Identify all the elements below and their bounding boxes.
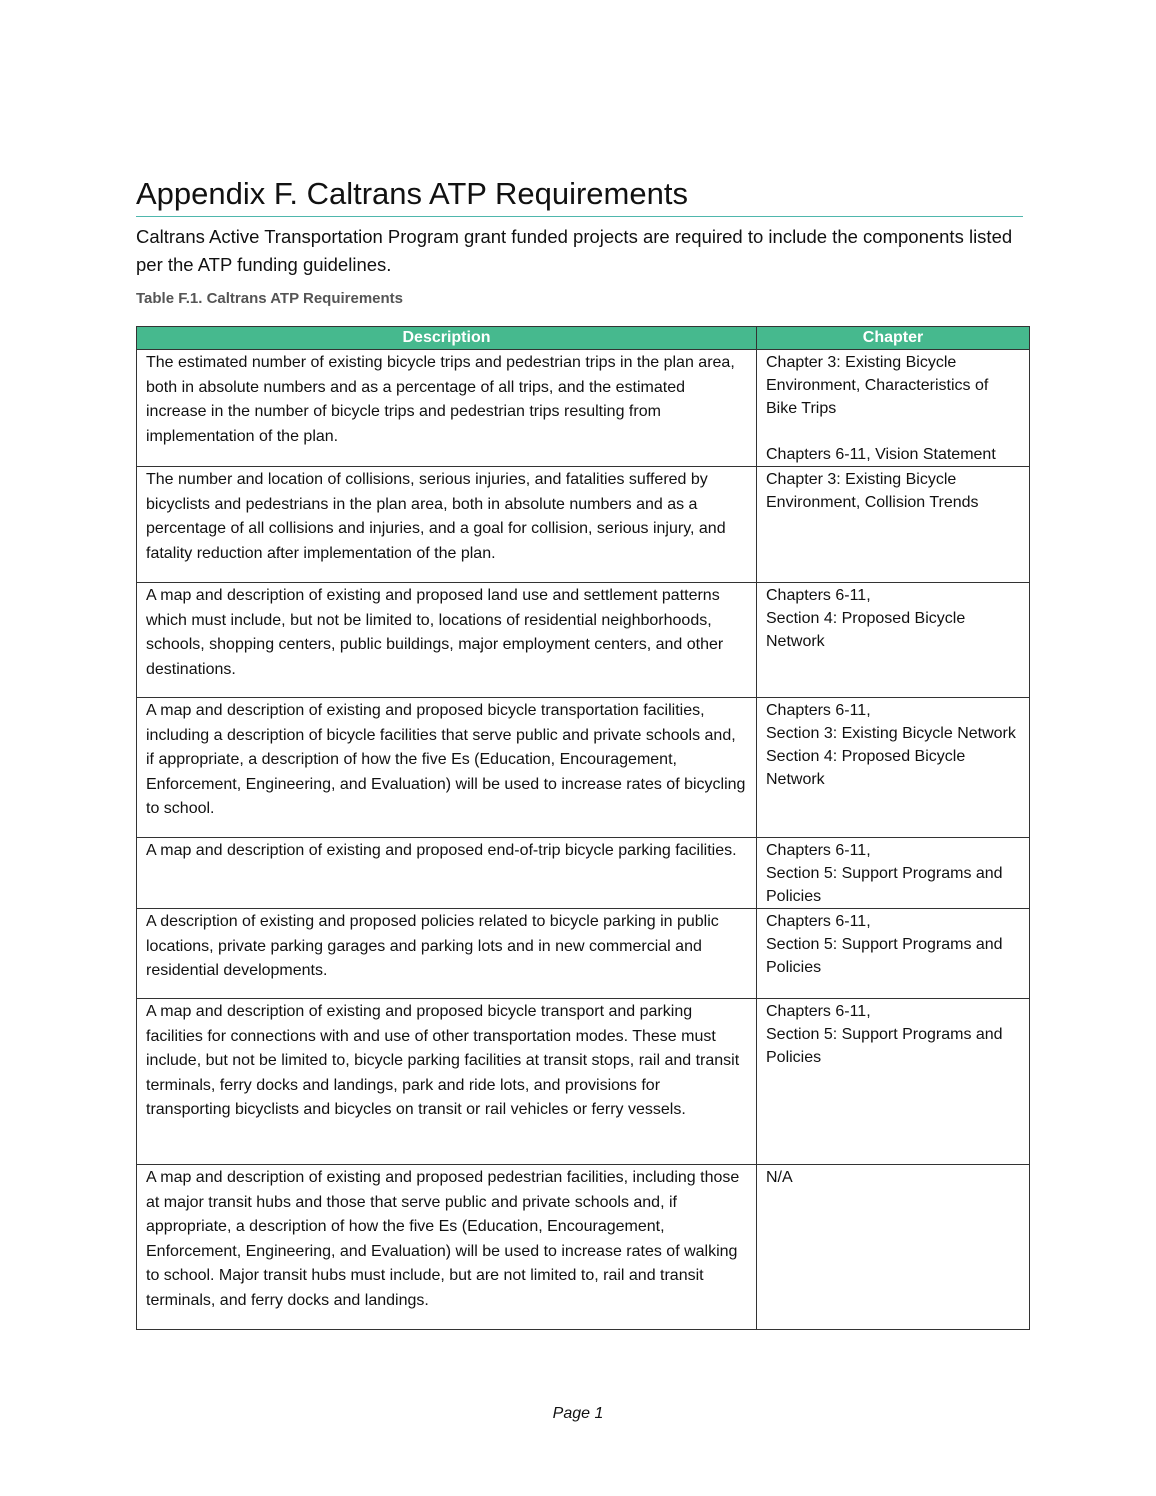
header-description: Description: [137, 327, 757, 350]
chapter-line: Section 5: Support Programs and Policies: [766, 865, 1003, 905]
table-row: [137, 583, 1030, 698]
row-chapter: [757, 999, 1030, 1165]
row-description: A map and description of existing and proposed pedestrian facilities, including those at major transit hubs and those that serve public and private schools and, if appropriate, a description of how the five Es (Education, Encouragement, Enforcement, Engineering, and Evaluation) will be used to increase rates of walking to school. Major transit hubs must include, but are not limited to, rail and transit terminals, and ferry docks and landings.: [137, 1165, 757, 1330]
intro-paragraph: Caltrans Active Transportation Program grant funded projects are required to include the components listed per the ATP funding guidelines.: [136, 226, 1013, 275]
table-row: [137, 467, 1030, 583]
row-chapter: [757, 350, 1030, 467]
row-chapter: [757, 583, 1030, 698]
row-chapter: [757, 909, 1030, 999]
chapter-line: Chapter 3: Existing Bicycle Environment, Collision Trends: [766, 471, 979, 511]
chapter-line: Section 5: Support Programs and Policies: [766, 936, 1003, 976]
chapter-line: Chapters 6-11,: [766, 913, 871, 930]
chapter-line: Section 4: Proposed Bicycle Network: [766, 610, 966, 650]
table-row: [137, 350, 1030, 467]
chapter-line: Chapters 6-11,: [766, 842, 871, 859]
chapter-line: Chapters 6-11,: [766, 587, 871, 604]
row-description: A description of existing and proposed policies related to bicycle parking in public locations, private parking garages and parking lots and in new commercial and residential developments.: [137, 909, 757, 999]
table-caption: Table F.1. Caltrans ATP Requirements: [136, 290, 404, 307]
page-number: Page 1: [552, 1405, 604, 1422]
row-chapter: [757, 698, 1030, 838]
chapter-line: N/A: [766, 1169, 793, 1186]
table-row: [137, 698, 1030, 838]
requirements-table: [136, 326, 1030, 1330]
chapter-line: Chapters 6-11,: [766, 702, 871, 719]
chapter-line: Chapter 3: Existing Bicycle Environment, Characteristics of Bike Trips: [766, 354, 989, 417]
row-description: The number and location of collisions, serious injuries, and fatalities suffered by bicyclists and pedestrians in the plan area, both in absolute numbers and as a percentage of all collisions and injuries, and a goal for collision, serious injury, and fatality reduction after implementation of the plan.: [137, 467, 757, 583]
chapter-line: Chapters 6-11, Vision Statement: [766, 446, 996, 463]
row-description: A map and description of existing and proposed bicycle transportation facilities, including a description of bicycle facilities that serve public and private schools and, if appropriate, a description of how the five Es (Education, Encouragement, Enforcement, Engineering, and Evaluation) will be used to increase rates of bicycling to school.: [137, 698, 757, 838]
row-chapter: [757, 467, 1030, 583]
row-description: A map and description of existing and proposed bicycle transport and parking facilities for connections with and use of other transportation modes. These must include, but not be limited to, bicycle parking facilities at transit stops, rail and transit terminals, ferry docks and landings, park and ride lots, and provisions for transporting bicyclists and bicycles on transit or rail vehicles or ferry vessels.: [137, 999, 757, 1165]
header-chapter: Chapter: [757, 327, 1030, 350]
row-description: A map and description of existing and proposed end-of-trip bicycle parking facilities.: [137, 838, 757, 909]
table-header-row: [137, 327, 1030, 350]
row-chapter: [757, 838, 1030, 909]
table-row: [137, 1165, 1030, 1330]
table-row: [137, 999, 1030, 1165]
chapter-line: Chapters 6-11,: [766, 1003, 871, 1020]
chapter-spacer: [766, 420, 1020, 443]
table-row: [137, 838, 1030, 909]
chapter-line: Section 4: Proposed Bicycle Network: [766, 748, 966, 788]
table-row: [137, 909, 1030, 999]
chapter-line: Section 5: Support Programs and Policies: [766, 1026, 1003, 1066]
row-description: A map and description of existing and proposed land use and settlement patterns which must include, but not be limited to, locations of residential neighborhoods, schools, shopping centers, public buildings, major employment centers, and other destinations.: [137, 583, 757, 698]
row-description: The estimated number of existing bicycle trips and pedestrian trips in the plan area, both in absolute numbers and as a percentage of all trips, and the estimated increase in the number of bicycle trips and pedestrian trips resulting from implementation of the plan.: [137, 350, 757, 467]
page-title: Appendix F. Caltrans ATP Requirements: [136, 174, 1023, 217]
chapter-line: Section 3: Existing Bicycle Network: [766, 725, 1016, 742]
row-chapter: [757, 1165, 1030, 1330]
